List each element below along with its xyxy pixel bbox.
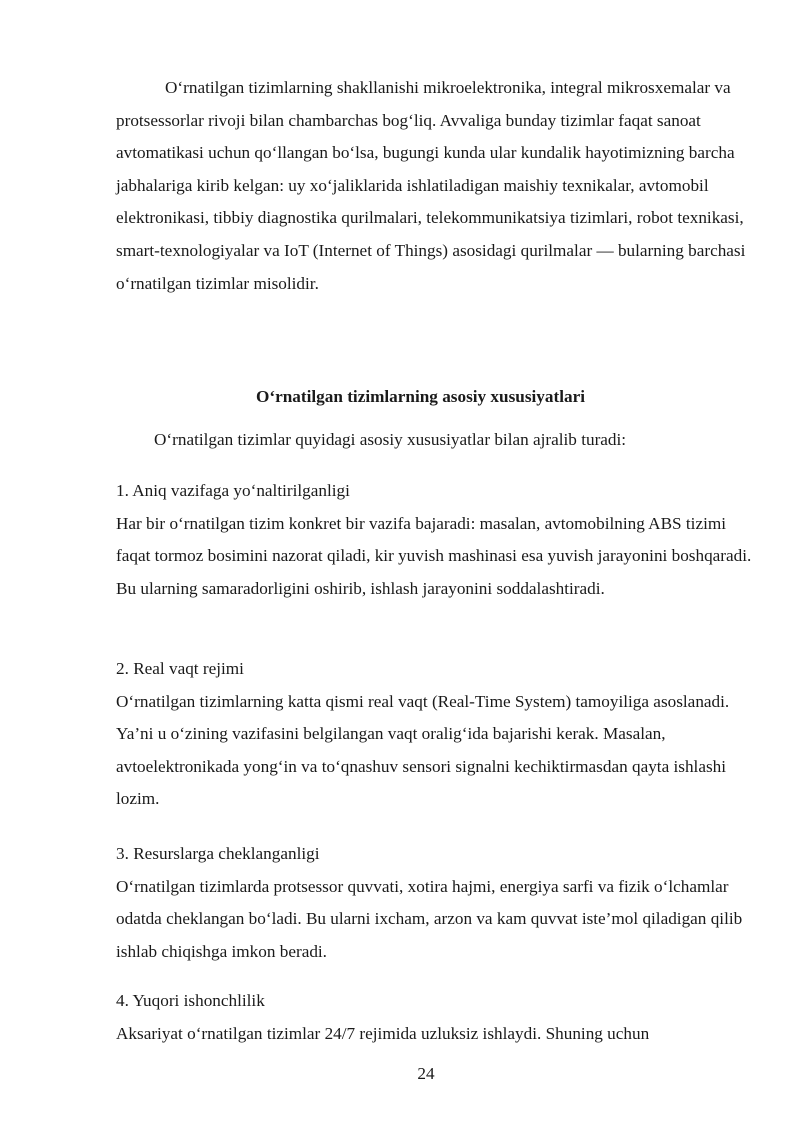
page-number: 24 bbox=[417, 1064, 435, 1083]
feature-body: Har bir o‘rnatilgan tizim konkret bir vazifa bajaradi: masalan, avtomobilning ABS tizimi faqat tormoz bosimini nazorat qiladi, kir yuvish mashinasi esa yuvish jarayonini boshqaradi. Bu ularning samaradorligini oshirib, ishlash jarayonini soddalashtiradi. bbox=[116, 513, 752, 598]
feature-body: O‘rnatilgan tizimlarda protsessor quvvati, xotira hajmi, energiya sarfi va fizik o‘lchamlar odatda cheklangan bo‘ladi. Bu ularni ixcham, arzon va kam quvvat iste’mol qiladigan qilib ishlab chiqishga imkon beradi. bbox=[116, 876, 743, 961]
intro-paragraph: O‘rnatilgan tizimlarning shakllanishi mikroelektronika, integral mikrosxemalar va protsessorlar rivoji bilan chambarchas bog‘liq. Avvaliga bunday tizimlar faqat sanoat avtomatikasi uchun qo‘llangan bo‘lsa, bugungi kunda ular kundalik hayotimizning barcha jabhalariga kirib kelgan: uy xo‘jaliklarida ishlatiladigan maishiy texnikalar, avtomobil elektronikasi, tibbiy diagnostika qurilmalari, telekommunikatsiya tizimlari, robot texnikasi, smart-texnologiyalar va IoT (Internet of Things) asosidagi qurilmalar — bularning barchasi o‘rnatilgan tizimlar misolidir. bbox=[116, 78, 746, 293]
lead-paragraph: O‘rnatilgan tizimlar quyidagi asosiy xususiyatlar bilan ajralib turadi: bbox=[154, 430, 627, 449]
feature-section bbox=[116, 838, 756, 968]
feature-title: 4. Yuqori ishonchlilik bbox=[116, 991, 265, 1010]
feature-section bbox=[116, 475, 756, 605]
feature-body: O‘rnatilgan tizimlarning katta qismi real vaqt (Real-Time System) tamoyiliga asoslanadi. Ya’ni u o‘zining vazifasini belgilangan vaqt oralig‘ida bajarishi kerak. Masalan, avtoelektronikada yong‘in va to‘qnashuv sensori signalni kechiktirmasdan qayta ishlashi lozim. bbox=[116, 691, 730, 809]
feature-title: 3. Resurslarga cheklanganligi bbox=[116, 844, 320, 863]
feature-title: 1. Aniq vazifaga yo‘naltirilganligi bbox=[116, 481, 350, 500]
feature-body: Aksariyat o‘rnatilgan tizimlar 24/7 rejimida uzluksiz ishlaydi. Shuning uchun bbox=[116, 1023, 650, 1043]
feature-title: 2. Real vaqt rejimi bbox=[116, 659, 244, 678]
feature-section bbox=[116, 985, 756, 1050]
feature-section bbox=[116, 653, 756, 816]
section-heading: O‘rnatilgan tizimlarning asosiy xususiyatlari bbox=[256, 387, 585, 406]
